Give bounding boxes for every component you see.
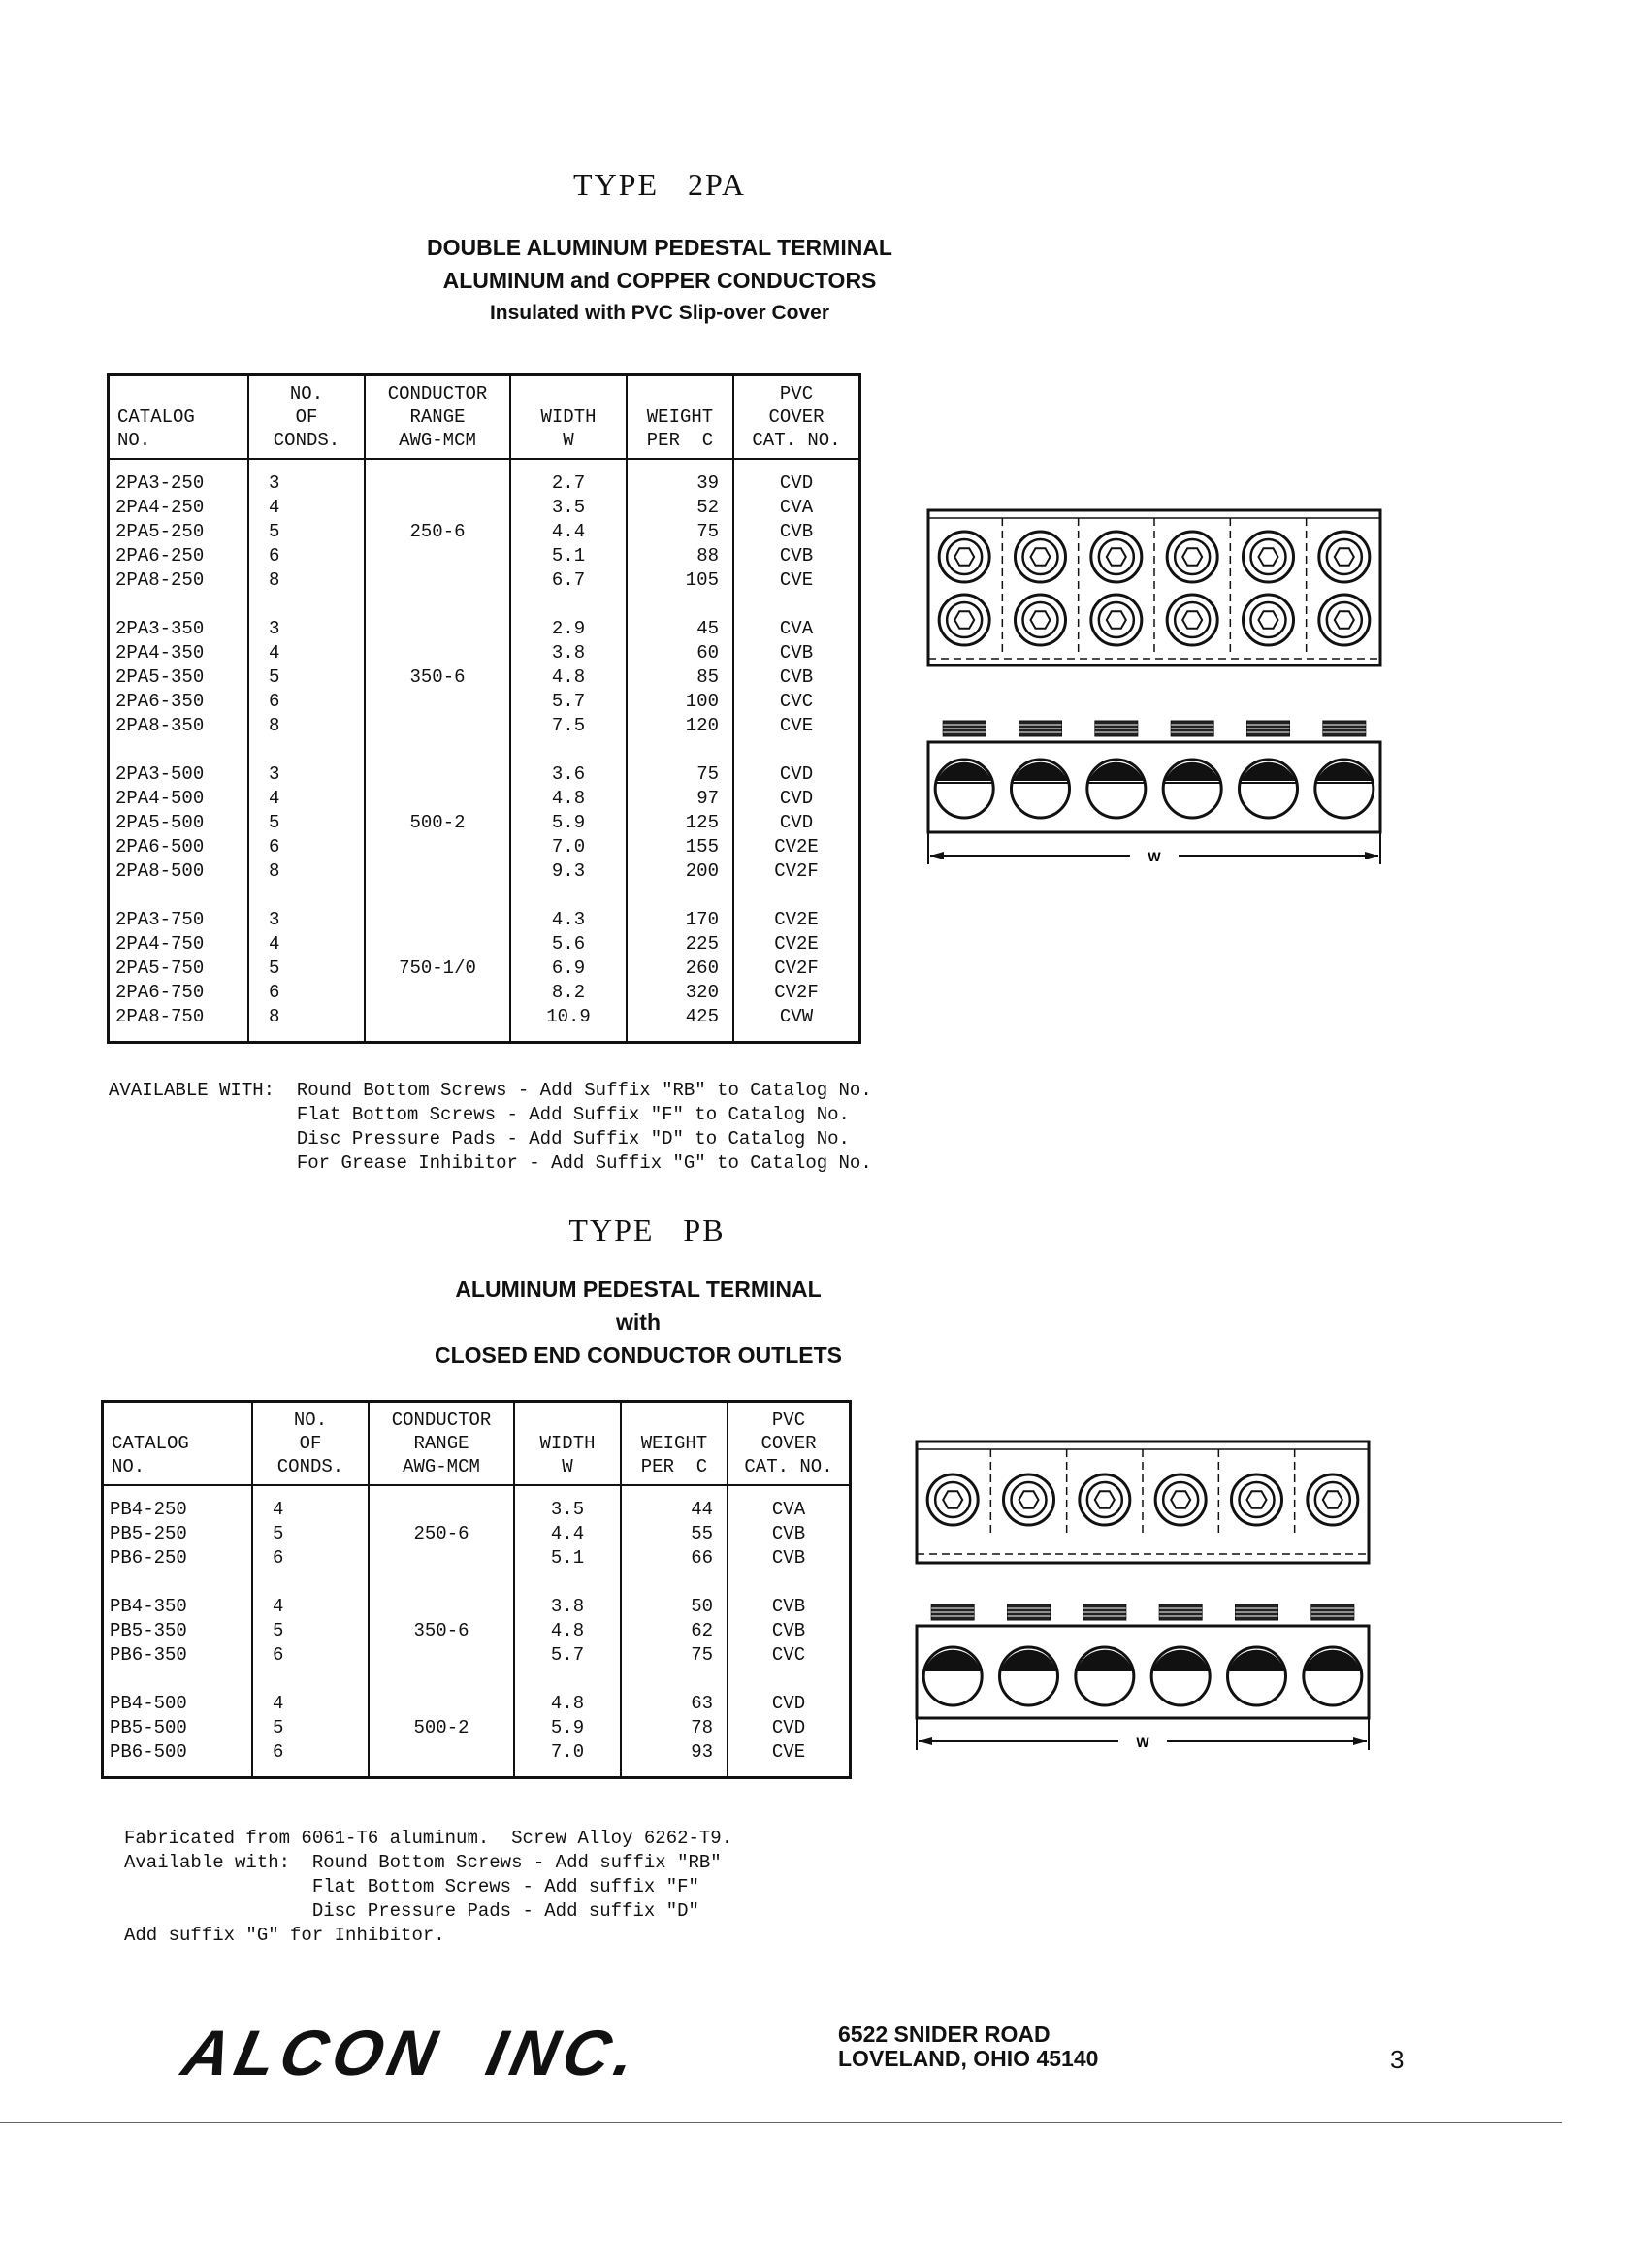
hex-socket [943, 1491, 962, 1507]
cell-range: 500-2 [369, 1716, 514, 1740]
cell-conds: 8 [248, 859, 365, 884]
cell-range [365, 617, 510, 641]
table-row [109, 1005, 860, 1029]
cell-width: 5.7 [510, 690, 627, 714]
hex-socket [1095, 1491, 1115, 1507]
cell-catalog: PB4-350 [110, 1596, 187, 1617]
stud-inner-ring [1087, 1482, 1122, 1517]
cell-conds: 8 [248, 1005, 365, 1029]
cell-width: 9.3 [510, 859, 627, 884]
hex-socket [1031, 548, 1051, 565]
type-2pa-availability-notes: AVAILABLE WITH: Round Bottom Screws - Add Suffix "RB" to Catalog No. Flat Bottom Screws - Add Suffix "F" to Catalog No. Disc Pressure Pads - Add Suffix "D" to Catalog No. For Grease Inhibitor - Add Suffix "G" to Catalog No. [109, 1080, 872, 1174]
table-row [109, 981, 860, 1005]
hex-socket [954, 548, 974, 565]
cell-weight: 39 [627, 459, 733, 496]
cell-range: 350-6 [369, 1619, 514, 1643]
heading-line-3: Insulated with PVC Slip-over Cover [489, 302, 830, 324]
hex-socket [1247, 1491, 1267, 1507]
cell-catalog: 2PA5-350 [115, 666, 205, 688]
stud-inner-ring [1251, 602, 1286, 637]
cell-cover: CV2E [733, 908, 860, 932]
table-row [109, 641, 860, 665]
cell-conds: 5 [248, 665, 365, 690]
cell-range [365, 496, 510, 520]
table-row [109, 908, 860, 932]
table-group-spacer [103, 1571, 851, 1595]
cell-cover: CVB [733, 520, 860, 544]
cell-width: 4.8 [514, 1619, 621, 1643]
hex-socket [1259, 548, 1278, 565]
cell-conds: 4 [248, 787, 365, 811]
cell-weight: 75 [627, 762, 733, 787]
stud-inner-ring [1240, 1482, 1275, 1517]
cell-width: 6.9 [510, 956, 627, 981]
table-row [103, 1740, 851, 1765]
cell-weight: 63 [621, 1692, 728, 1716]
col-conductor-range: CONDUCTOR RANGE AWG-MCM [365, 375, 510, 460]
table-row [103, 1692, 851, 1716]
table-row [109, 811, 860, 835]
col-weight: WEIGHT PER C [627, 375, 733, 460]
cell-range [365, 835, 510, 859]
table-row [109, 496, 860, 520]
cell-catalog: PB6-500 [110, 1741, 187, 1763]
cell-weight: 44 [621, 1485, 728, 1522]
cell-width: 3.5 [514, 1485, 621, 1522]
cell-cover: CVW [733, 1005, 860, 1029]
hex-socket [1019, 1491, 1039, 1507]
cell-cover: CVA [733, 617, 860, 641]
cell-range: 500-2 [365, 811, 510, 835]
cell-cover: CVD [728, 1692, 851, 1716]
cell-catalog: 2PA8-500 [115, 860, 205, 882]
cell-catalog: PB5-350 [110, 1620, 187, 1641]
type-2pa-table-body [109, 459, 860, 1043]
table-group-spacer [109, 884, 860, 908]
type-pb-headings [347, 1273, 929, 1372]
cell-conds: 6 [248, 544, 365, 568]
cell-catalog: 2PA3-750 [115, 909, 205, 930]
cell-cover: CVB [733, 665, 860, 690]
cell-conds: 5 [252, 1522, 369, 1546]
hex-socket [954, 611, 974, 628]
cell-weight: 93 [621, 1740, 728, 1765]
table-row [109, 520, 860, 544]
cell-cover: CVE [733, 568, 860, 593]
footer-rule [0, 2122, 1562, 2123]
heading-line-1: DOUBLE ALUMINUM PEDESTAL TERMINAL [426, 235, 892, 260]
table-bottom-spacer [103, 1765, 851, 1778]
col-width: WIDTH W [514, 1402, 621, 1486]
cell-cover: CV2E [733, 835, 860, 859]
cell-conds: 5 [248, 520, 365, 544]
type-pb-side-view-diagram [915, 1599, 1371, 1754]
cell-conds: 4 [248, 641, 365, 665]
cell-conds: 6 [248, 981, 365, 1005]
cell-weight: 85 [627, 665, 733, 690]
cell-catalog: 2PA4-250 [115, 497, 205, 518]
cell-conds: 6 [248, 690, 365, 714]
type-2pa-side-view-diagram [926, 713, 1382, 868]
stud-inner-ring [1163, 1482, 1198, 1517]
type-2pa-headings [369, 231, 951, 330]
cell-range [369, 1546, 514, 1571]
cell-catalog: PB4-500 [110, 1693, 187, 1714]
cell-weight: 260 [627, 956, 733, 981]
col-pvc-cover: PVC COVER CAT. NO. [733, 375, 860, 460]
cell-cover: CVA [733, 496, 860, 520]
heading-line-1: ALUMINUM PEDESTAL TERMINAL [455, 1277, 822, 1302]
cell-range [365, 459, 510, 496]
type-pb-top-view-diagram [915, 1440, 1371, 1566]
cell-catalog: 2PA5-500 [115, 812, 205, 833]
cell-conds: 5 [252, 1619, 369, 1643]
cell-width: 4.4 [510, 520, 627, 544]
cell-width: 3.8 [510, 641, 627, 665]
table-row [109, 544, 860, 568]
cell-width: 4.8 [510, 787, 627, 811]
table-row [109, 932, 860, 956]
cell-catalog: 2PA4-750 [115, 933, 205, 955]
cell-weight: 155 [627, 835, 733, 859]
cell-weight: 75 [621, 1643, 728, 1668]
address-line-2: LOVELAND, OHIO 45140 [838, 2046, 1099, 2071]
hex-socket [1171, 1491, 1190, 1507]
cell-range [365, 544, 510, 568]
cell-cover: CVD [733, 787, 860, 811]
cell-width: 7.0 [514, 1740, 621, 1765]
heading-line-2: ALUMINUM and COPPER CONDUCTORS [442, 268, 877, 293]
cell-conds: 6 [248, 835, 365, 859]
cell-catalog: PB6-350 [110, 1644, 187, 1666]
cell-catalog: 2PA3-350 [115, 618, 205, 639]
cell-cover: CVB [728, 1522, 851, 1546]
cell-cover: CVD [733, 762, 860, 787]
width-dimension-label: W [1136, 1734, 1149, 1750]
cell-cover: CVD [733, 459, 860, 496]
stud-inner-ring [1023, 602, 1058, 637]
cell-cover: CV2F [733, 981, 860, 1005]
cell-weight: 200 [627, 859, 733, 884]
cell-catalog: 2PA3-500 [115, 763, 205, 785]
cell-cover: CVC [733, 690, 860, 714]
cell-cover: CVB [728, 1546, 851, 1571]
table-row [109, 835, 860, 859]
cell-width: 3.8 [514, 1595, 621, 1619]
table-row [103, 1716, 851, 1740]
cell-catalog: PB5-500 [110, 1717, 187, 1738]
cell-weight: 52 [627, 496, 733, 520]
cell-catalog: 2PA8-750 [115, 1006, 205, 1027]
type-2pa-table [107, 373, 861, 1044]
hex-socket [1335, 548, 1354, 565]
stud-inner-ring [1099, 539, 1134, 574]
stud-inner-ring [1175, 539, 1210, 574]
cell-conds: 4 [248, 496, 365, 520]
stud-inner-ring [935, 1482, 970, 1517]
stud-inner-ring [1251, 539, 1286, 574]
cell-conds: 3 [248, 762, 365, 787]
table-group-spacer [109, 738, 860, 762]
stud-inner-ring [1012, 1482, 1047, 1517]
cell-conds: 4 [252, 1485, 369, 1522]
col-catalog-no: CATALOG NO. [103, 1402, 253, 1486]
table-row [109, 859, 860, 884]
table-row [109, 787, 860, 811]
cell-range [365, 859, 510, 884]
cell-conds: 4 [252, 1692, 369, 1716]
hex-socket [1107, 548, 1126, 565]
col-no-of-conds: NO. OF CONDS. [248, 375, 365, 460]
stud-inner-ring [947, 602, 982, 637]
cell-cover: CVE [733, 714, 860, 738]
table-row [103, 1546, 851, 1571]
cell-width: 5.6 [510, 932, 627, 956]
cell-weight: 50 [621, 1595, 728, 1619]
cell-catalog: 2PA4-350 [115, 642, 205, 664]
type-pb-table [101, 1400, 852, 1779]
cell-width: 5.9 [514, 1716, 621, 1740]
cell-weight: 88 [627, 544, 733, 568]
stud-inner-ring [1099, 602, 1134, 637]
cell-width: 5.1 [514, 1546, 621, 1571]
width-dimension-label: W [1148, 849, 1161, 864]
table-row [109, 690, 860, 714]
cell-weight: 62 [621, 1619, 728, 1643]
cell-weight: 105 [627, 568, 733, 593]
col-no-of-conds: NO. OF CONDS. [252, 1402, 369, 1486]
cell-catalog: 2PA8-350 [115, 715, 205, 736]
cell-width: 5.1 [510, 544, 627, 568]
cell-range: 350-6 [365, 665, 510, 690]
type-2pa-title: TYPE 2PA [573, 167, 746, 202]
cell-cover: CVD [728, 1716, 851, 1740]
cell-cover: CVD [733, 811, 860, 835]
cell-range [365, 1005, 510, 1029]
cell-width: 3.6 [510, 762, 627, 787]
stud-inner-ring [1023, 539, 1058, 574]
cell-conds: 5 [248, 956, 365, 981]
cell-conds: 3 [248, 459, 365, 496]
cell-range: 250-6 [369, 1522, 514, 1546]
cell-cover: CV2F [733, 859, 860, 884]
cell-weight: 100 [627, 690, 733, 714]
cell-width: 6.7 [510, 568, 627, 593]
cell-conds: 6 [252, 1740, 369, 1765]
cell-range: 750-1/0 [365, 956, 510, 981]
col-width: WIDTH W [510, 375, 627, 460]
cell-catalog: 2PA6-350 [115, 691, 205, 712]
cell-range [365, 787, 510, 811]
cell-width: 8.2 [510, 981, 627, 1005]
type-pb-title: TYPE PB [568, 1213, 726, 1247]
cell-conds: 4 [248, 932, 365, 956]
cell-weight: 66 [621, 1546, 728, 1571]
cell-cover: CVB [728, 1619, 851, 1643]
type-2pa-top-view-diagram [926, 508, 1382, 668]
cell-weight: 425 [627, 1005, 733, 1029]
cell-weight: 120 [627, 714, 733, 738]
hex-socket [1182, 611, 1202, 628]
cell-weight: 97 [627, 787, 733, 811]
table-row [109, 568, 860, 593]
cell-catalog: 2PA4-500 [115, 788, 205, 809]
cell-width: 5.9 [510, 811, 627, 835]
table-row [109, 762, 860, 787]
cell-cover: CVB [733, 544, 860, 568]
cell-weight: 78 [621, 1716, 728, 1740]
hex-socket [1259, 611, 1278, 628]
cell-width: 5.7 [514, 1643, 621, 1668]
cell-conds: 6 [252, 1643, 369, 1668]
cell-range [365, 908, 510, 932]
cell-cover: CVB [728, 1595, 851, 1619]
company-address [838, 2023, 1098, 2071]
cell-weight: 170 [627, 908, 733, 932]
cell-catalog: 2PA8-250 [115, 569, 205, 591]
cell-conds: 3 [248, 908, 365, 932]
cell-catalog: 2PA3-250 [115, 472, 205, 494]
cell-catalog: 2PA5-750 [115, 957, 205, 979]
table-row [109, 956, 860, 981]
cell-weight: 75 [627, 520, 733, 544]
cell-catalog: 2PA5-250 [115, 521, 205, 542]
cell-range [365, 932, 510, 956]
cell-weight: 320 [627, 981, 733, 1005]
cell-range [365, 762, 510, 787]
table-bottom-spacer [109, 1029, 860, 1043]
page-number: 3 [1390, 2045, 1405, 2074]
cell-width: 4.8 [510, 665, 627, 690]
hex-socket [1323, 1491, 1342, 1507]
heading-line-3: CLOSED END CONDUCTOR OUTLETS [435, 1343, 842, 1368]
table-row [109, 617, 860, 641]
cell-catalog: PB5-250 [110, 1523, 187, 1544]
company-logo: ALCON INC. [177, 2017, 648, 2089]
cell-catalog: 2PA6-500 [115, 836, 205, 858]
cell-width: 7.0 [510, 835, 627, 859]
stud-inner-ring [1315, 1482, 1350, 1517]
table-row [109, 714, 860, 738]
cell-weight: 45 [627, 617, 733, 641]
table-row [103, 1522, 851, 1546]
cell-cover: CV2E [733, 932, 860, 956]
cell-cover: CVE [728, 1740, 851, 1765]
cell-conds: 4 [252, 1595, 369, 1619]
cell-width: 4.3 [510, 908, 627, 932]
cell-range: 250-6 [365, 520, 510, 544]
cell-cover: CV2F [733, 956, 860, 981]
cell-range [365, 641, 510, 665]
cell-weight: 125 [627, 811, 733, 835]
hex-socket [1031, 611, 1051, 628]
cell-width: 4.4 [514, 1522, 621, 1546]
cell-conds: 5 [248, 811, 365, 835]
cell-width: 4.8 [514, 1692, 621, 1716]
table-header-row [109, 375, 860, 460]
cell-weight: 225 [627, 932, 733, 956]
address-line-1: 6522 SNIDER ROAD [838, 2022, 1051, 2047]
cell-catalog: PB6-250 [110, 1547, 187, 1569]
cell-weight: 60 [627, 641, 733, 665]
table-row [109, 459, 860, 496]
cell-range [365, 690, 510, 714]
table-row [103, 1619, 851, 1643]
cell-width: 2.9 [510, 617, 627, 641]
table-group-spacer [103, 1668, 851, 1692]
col-weight: WEIGHT PER C [621, 1402, 728, 1486]
cell-range [369, 1595, 514, 1619]
cell-weight: 55 [621, 1522, 728, 1546]
cell-range [365, 981, 510, 1005]
heading-line-2: with [616, 1310, 661, 1335]
cell-width: 2.7 [510, 459, 627, 496]
col-catalog-no: CATALOG NO. [109, 375, 249, 460]
cell-range [365, 714, 510, 738]
table-row [103, 1485, 851, 1522]
type-pb-table-body [103, 1485, 851, 1778]
col-pvc-cover: PVC COVER CAT. NO. [728, 1402, 851, 1486]
table-group-spacer [109, 593, 860, 617]
stud-inner-ring [1327, 602, 1362, 637]
cell-cover: CVA [728, 1485, 851, 1522]
stud-inner-ring [947, 539, 982, 574]
col-conductor-range: CONDUCTOR RANGE AWG-MCM [369, 1402, 514, 1486]
cell-catalog: PB4-250 [110, 1499, 187, 1520]
cell-width: 7.5 [510, 714, 627, 738]
cell-range [369, 1643, 514, 1668]
cell-width: 10.9 [510, 1005, 627, 1029]
hex-socket [1335, 611, 1354, 628]
table-header-row [103, 1402, 851, 1486]
stud-inner-ring [1327, 539, 1362, 574]
cell-conds: 8 [248, 714, 365, 738]
table-row [103, 1643, 851, 1668]
cell-conds: 5 [252, 1716, 369, 1740]
cell-range [369, 1485, 514, 1522]
table-row [109, 665, 860, 690]
cell-width: 3.5 [510, 496, 627, 520]
cell-conds: 8 [248, 568, 365, 593]
type-pb-fabrication-notes: Fabricated from 6061-T6 aluminum. Screw Alloy 6262-T9. Available with: Round Bottom Screws - Add suffix "RB" Flat Bottom Screws - Add suffix "F" Disc Pressure Pads - Add suffix "D" Add suffix "G" for Inhibitor. [124, 1828, 733, 1946]
cell-catalog: 2PA6-250 [115, 545, 205, 567]
cell-range [369, 1740, 514, 1765]
stud-inner-ring [1175, 602, 1210, 637]
hex-socket [1182, 548, 1202, 565]
cell-conds: 6 [252, 1546, 369, 1571]
cell-conds: 3 [248, 617, 365, 641]
cell-cover: CVC [728, 1643, 851, 1668]
cell-range [365, 568, 510, 593]
table-row [103, 1595, 851, 1619]
cell-range [369, 1692, 514, 1716]
cell-catalog: 2PA6-750 [115, 982, 205, 1003]
cell-cover: CVB [733, 641, 860, 665]
hex-socket [1107, 611, 1126, 628]
